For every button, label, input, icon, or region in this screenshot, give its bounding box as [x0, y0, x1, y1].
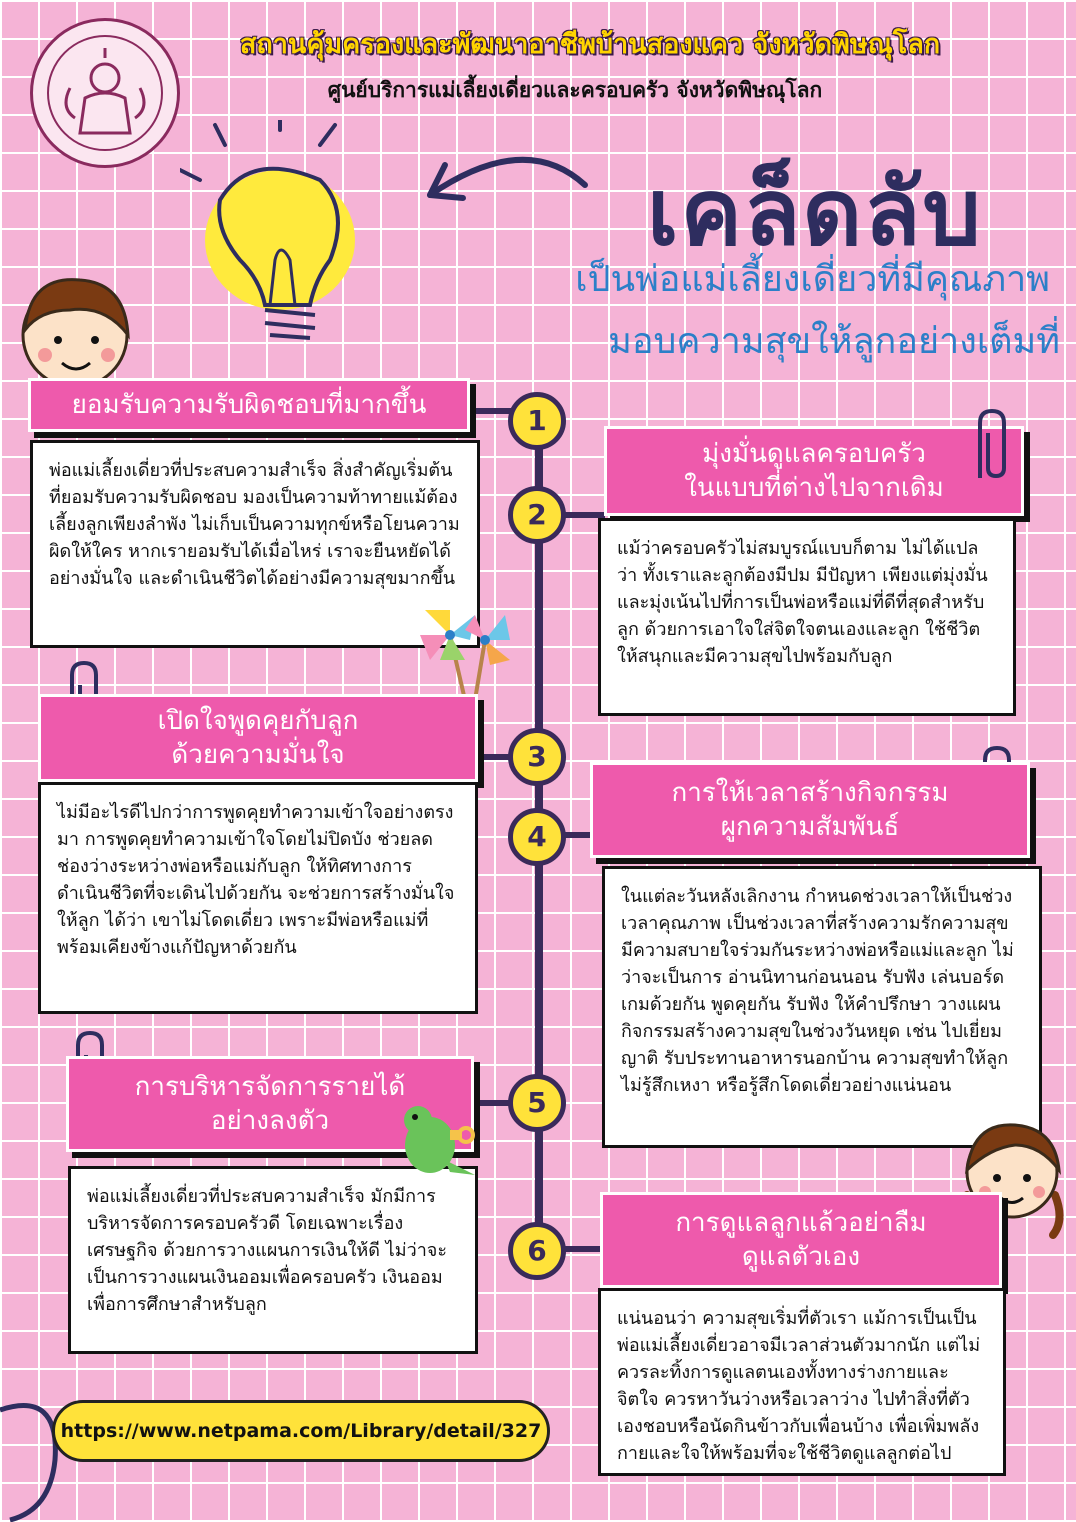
step-3-text: ไม่มีอะไรดีไปกว่าการพูดคุยทำความเข้าใจอย่างตรงมา การพูดคุยทำความเข้าใจโดยไม่ปิดบัง ช่วยลดช่องว่างระหว่างพ่อหรือแม่กับลูก ให้ทิศทางการดำเนินชีวิตที่จะเดินไปด้วยกัน จะช่วยการสร้างมั่นใจให้ลูก ได้ว่า เขาไม่โดดเดี่ยว เพราะมีพ่อหรือแม่ที่พร้อมเคียงข้างแก้ปัญหาด้วยกัน — [57, 802, 455, 958]
step-6-heading-line-2: ดูแลตัวเอง — [741, 1242, 861, 1272]
step-number-4: 4 — [508, 808, 566, 866]
step-4-text: ในแต่ละวันหลังเลิกงาน กำหนดช่วงเวลาให้เป็นช่วงเวลาคุณภาพ เป็นช่วงเวลาที่สร้างความรักความสุข มีความสบายใจร่วมกันระหว่างพ่อหรือแม่และลูก ไม่ว่าจะเป็นการ อ่านนิทานก่อนนอน รับฟัง เล่นบอร์ดเกมด้วยกัน พูดคุยกัน รับฟัง ให้คำปรึกษา วางแผนกิจกรรมสร้างความสุขในช่วงวันหยุด เช่น ไปเยี่ยมญาติ รับประทานอาหารนอกบ้าน ความสุขทำให้ลูกไม่รู้สึกเหงา หรือรู้สึกโดดเดี่ยวอย่างแน่นอน — [621, 886, 1014, 1096]
step-6-heading — [600, 1192, 1002, 1288]
step-2-text: แม้ว่าครอบครัวไม่สมบูรณ์แบบก็ตาม ไม่ได้แปลว่า ทั้งเราและลูกต้องมีปม มีปัญหา เพียงแต่มุ่งมั่นและมุ่งเน้นไปที่การเป็นพ่อหรือแม่ที่ดีที่สุดสำหรับลูก ด้วยการเอาใจใส่จิตใจตนเองและลูก ใช้ชีวิตให้สนุกและมีความสุขไปพร้อมกับลูก — [617, 538, 988, 667]
step-2-heading-line-1: มุ่งมั่นดูแลครอบครัว — [702, 439, 926, 469]
step-number-2: 2 — [508, 486, 566, 544]
source-url-link[interactable]: https://www.netpama.com/Library/detail/327 — [52, 1400, 550, 1462]
step-2-card — [598, 518, 1016, 716]
page-title: เคล็ดลับ — [647, 159, 983, 266]
step-number-6: 6 — [508, 1222, 566, 1280]
step-1-heading-line: ยอมรับความรับผิดชอบที่มากขึ้น — [71, 390, 427, 420]
step-2-heading — [604, 426, 1024, 516]
step-5-heading-line-2: อย่างลงตัว — [210, 1106, 330, 1136]
step-number-1: 1 — [508, 392, 566, 450]
step-4-heading-line-2: ผูกความสัมพันธ์ — [720, 812, 900, 842]
step-3-card — [38, 782, 478, 1014]
step-2-heading-line-2: ในแบบที่ต่างไปจากเดิม — [684, 473, 944, 503]
deity-emblem-icon — [30, 18, 180, 168]
step-1-text: พ่อแม่เลี้ยงเดี่ยวที่ประสบความสำเร็จ สิ่งสำคัญเริ่มต้นที่ยอมรับความรับผิดชอบ มองเป็นความท้าทายแม้ต้องเลี้ยงลูกเพียงลำพัง ไม่เก็บเป็นความทุกข์หรือโยนความผิดให้ใคร หากเรายอมรับได้เมื่อไหร่ เราจะยืนหยัดได้อย่างมั่นใจ และดำเนินชีวิตได้อย่างมีความสุขมากขึ้น — [49, 460, 460, 589]
step-number-3: 3 — [508, 728, 566, 786]
step-6-heading-line-1: การดูแลลูกแล้วอย่าลืม — [675, 1208, 927, 1238]
organization-name: สถานคุ้มครองและพัฒนาอาชีพบ้านสองแคว จังหวัดพิษณุโลก — [239, 29, 941, 60]
step-5-text: พ่อแม่เลี้ยงเดี่ยวที่ประสบความสำเร็จ มักมีการบริหารจัดการครอบครัวดี โดยเฉพาะเรื่องเศรษฐกิจ ด้วยการวางแผนการเงินให้ดี ไม่ว่าจะเป็นการวางแผนเงินออมเพื่อครอบครัว เงินออมเพื่อการศึกษาสำหรับลูก — [87, 1186, 448, 1315]
step-number-5: 5 — [508, 1074, 566, 1132]
seal-logo — [30, 18, 180, 168]
step-6-text: แน่นอนว่า ความสุขเริ่มที่ตัวเรา แม้การเป็นเป็นพ่อแม่เลี้ยงเดี่ยวอาจมีเวลาส่วนตัวมากนัก แต่ไม่ควรละทิ้งการดูแลตนเองทั้งทางร่างกายและจิตใจ ควรหาวันว่างหรือเวลาว่าง ไปทำสิ่งที่ตัวเองชอบหรือนัดกินข้าวกับเพื่อนบ้าง เพื่อเพิ่มพลังกายและใจให้พร้อมที่จะใช้ชีวิตดูแลลูกต่อไป — [617, 1308, 981, 1464]
step-3-heading-line-1: เปิดใจพูดคุยกับลูก — [157, 706, 359, 736]
subtitle-line-2: มอบความสุขให้ลูกอย่างเต็มที่ — [608, 321, 1060, 362]
step-4-card — [602, 866, 1042, 1148]
step-4-heading — [590, 762, 1030, 858]
subtitle-line-1: เป็นพ่อแม่เลี้ยงเดี่ยวที่มีคุณภาพ — [575, 259, 1050, 300]
step-3-heading — [38, 694, 478, 782]
lightbulb-icon — [180, 120, 380, 350]
service-center-name: ศูนย์บริการแม่เลี้ยงเดี่ยวและครอบครัว จังหวัดพิษณุโลก — [327, 78, 823, 102]
step-1-heading — [28, 378, 470, 432]
arrow-icon — [415, 140, 595, 220]
boy-face-icon — [10, 265, 140, 395]
paperclip-icon — [970, 408, 1020, 488]
step-3-heading-line-2: ด้วยความมั่นใจ — [171, 740, 345, 770]
step-4-heading-line-1: การให้เวลาสร้างกิจกรรม — [671, 778, 949, 808]
dinosaur-icon — [390, 1100, 480, 1180]
pinwheel-icon — [410, 600, 530, 705]
step-5-heading-line-1: การบริหารจัดการรายได้ — [134, 1072, 406, 1102]
step-5-card — [68, 1166, 478, 1354]
step-6-card — [598, 1288, 1006, 1476]
